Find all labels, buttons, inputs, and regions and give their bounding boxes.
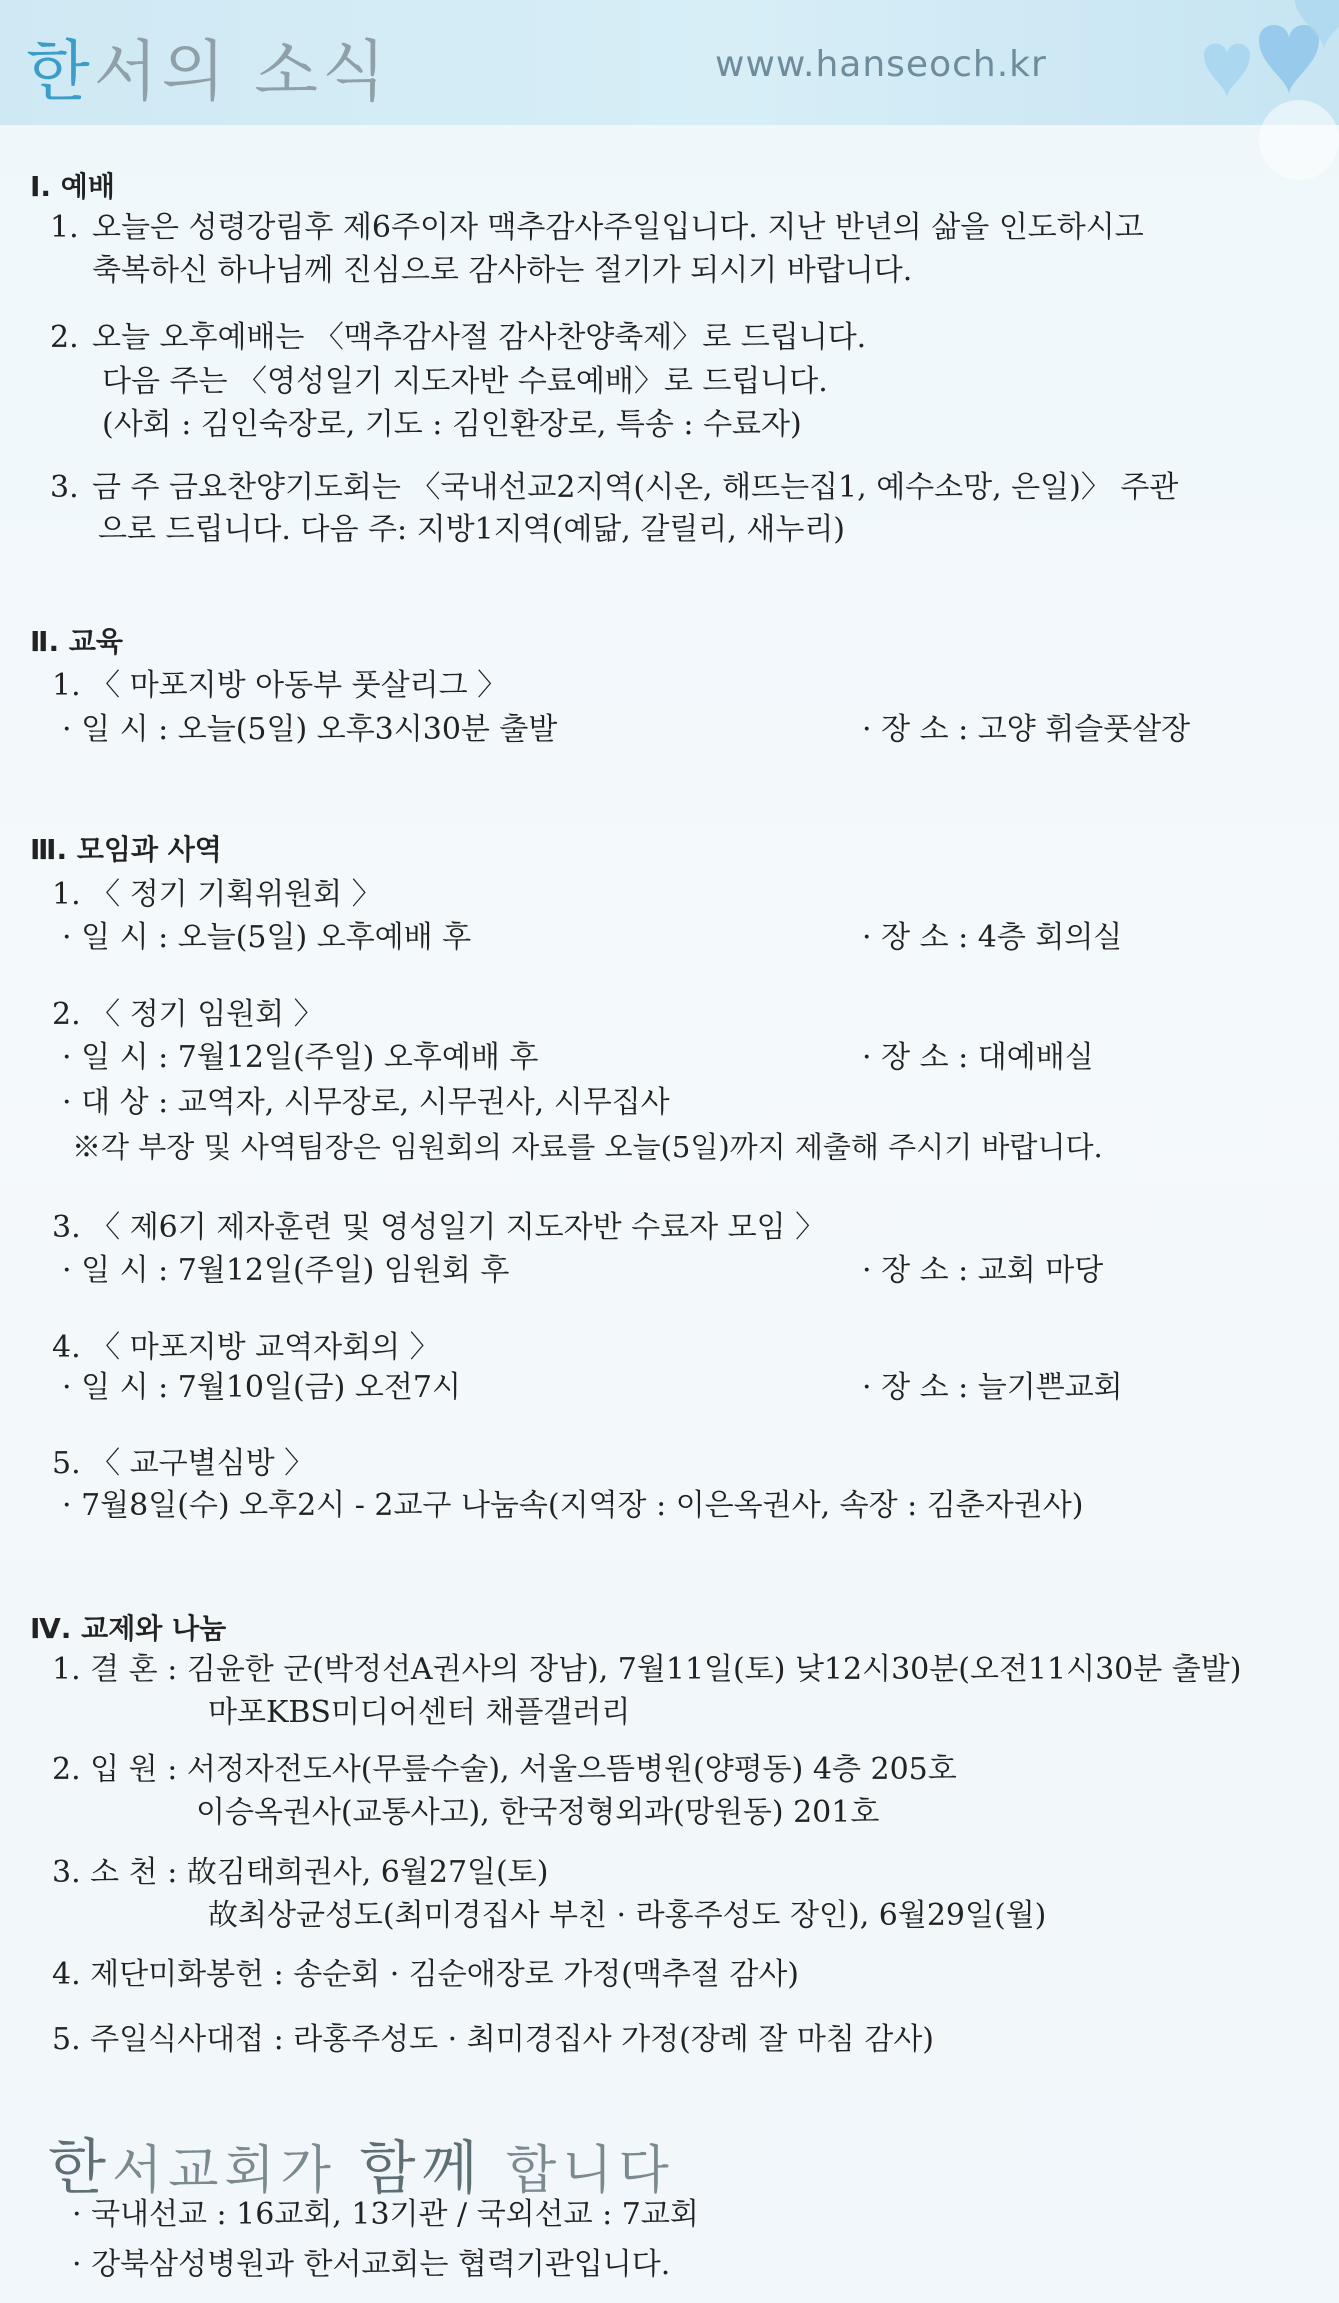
worship-item-2-line-1: 오늘 오후예배는 〈맥추감사절 감사찬양축제〉로 드립니다.	[92, 320, 867, 355]
fellowship-item-2-line-2: 이승옥권사(교통사고), 한국정형외과(망원동) 201호	[196, 1795, 880, 1830]
meeting-item-1-time: · 일 시 : 오늘(5일) 오후예배 후	[62, 920, 472, 955]
hearts-icon	[1109, 0, 1339, 180]
education-item-1-time: · 일 시 : 오늘(5일) 오후3시30분 출발	[62, 712, 558, 747]
fellowship-item-1-line-1: 1. 결 혼 : 김윤한 군(박정선A권사의 장남), 7월11일(토) 낮12시30분(오전11시30분 출발)	[52, 1652, 1242, 1687]
meeting-item-4-heading: 4. 〈 마포지방 교역자회의 〉	[52, 1330, 440, 1365]
meeting-item-5-heading: 5. 〈 교구별심방 〉	[52, 1446, 315, 1481]
fellowship-item-4: 4. 제단미화봉헌 : 송순회 · 김순애장로 가정(맥추절 감사)	[52, 1957, 800, 1992]
footer-title: 한서교회가 함께 합니다	[48, 2133, 675, 2203]
meeting-item-4-place: · 장 소 : 늘기쁜교회	[862, 1370, 1123, 1405]
church-url[interactable]: www.hanseoch.kr	[715, 44, 1047, 85]
education-item-1-place: · 장 소 : 고양 휘슬풋살장	[862, 712, 1191, 747]
education-item-1-heading: 1. 〈 마포지방 아동부 풋살리그 〉	[52, 668, 508, 703]
header-band	[0, 0, 1339, 125]
worship-item-3-line-2: 으로 드립니다. 다음 주: 지방1지역(예닮, 갈릴리, 새누리)	[98, 512, 846, 547]
meeting-item-3-place: · 장 소 : 교회 마당	[862, 1253, 1104, 1288]
section-title-fellowship: Ⅳ. 교제와 나눔	[30, 1612, 227, 1645]
meeting-item-3-heading: 3. 〈 제6기 제자훈련 및 영성일기 지도자반 수료자 모임 〉	[52, 1210, 826, 1245]
item-number: 1.	[50, 210, 79, 245]
section-title-meetings: Ⅲ. 모임과 사역	[30, 833, 222, 866]
worship-item-1-line-1: 오늘은 성령강림후 제6주이자 맥추감사주일입니다. 지난 반년의 삶을 인도하시고	[92, 210, 1144, 245]
worship-item-1-line-2: 축복하신 하나님께 진심으로 감사하는 절기가 되시기 바랍니다.	[92, 253, 913, 288]
meeting-item-1-place: · 장 소 : 4층 회의실	[862, 920, 1123, 955]
page-title: 한서의 소식	[26, 33, 390, 110]
footer-mission-line: · 국내선교 : 16교회, 13기관 / 국외선교 : 7교회	[72, 2197, 699, 2232]
meeting-item-2-target: · 대 상 : 교역자, 시무장로, 시무권사, 시무집사	[62, 1085, 670, 1120]
meeting-item-3-time: · 일 시 : 7월12일(주일) 임원회 후	[62, 1253, 510, 1288]
meeting-item-2-heading: 2. 〈 정기 임원회 〉	[52, 997, 324, 1032]
worship-item-2-line-3: (사회 : 김인숙장로, 기도 : 김인환장로, 특송 : 수료자)	[102, 407, 802, 442]
worship-item-2-line-2: 다음 주는 〈영성일기 지도자반 수료예배〉로 드립니다.	[102, 364, 828, 399]
meeting-item-2-note: ※각 부장 및 사역팀장은 임원회의 자료를 오늘(5일)까지 제출해 주시기 바랍니다.	[72, 1130, 1103, 1164]
meeting-item-2-time: · 일 시 : 7월12일(주일) 오후예배 후	[62, 1040, 539, 1075]
fellowship-item-2-line-1: 2. 입 원 : 서정자전도사(무릎수술), 서울으뜸병원(양평동) 4층 205호	[52, 1752, 957, 1787]
fellowship-item-1-line-2: 마포KBS미디어센터 채플갤러리	[208, 1695, 631, 1730]
section-title-education: Ⅱ. 교육	[30, 625, 123, 658]
meeting-item-5-time: · 7월8일(수) 오후2시 - 2교구 나눔속(지역장 : 이은옥권사, 속장 : 김춘자권사)	[62, 1488, 1084, 1523]
meeting-item-1-heading: 1. 〈 정기 기획위원회 〉	[52, 877, 382, 912]
fellowship-item-3-line-1: 3. 소 천 : 故김태희권사, 6월27일(토)	[52, 1855, 549, 1890]
section-title-worship: Ⅰ. 예배	[30, 170, 115, 203]
item-number: 2.	[50, 320, 79, 355]
meeting-item-2-place: · 장 소 : 대예배실	[862, 1040, 1094, 1075]
item-number: 3.	[50, 470, 79, 505]
meeting-item-4-time: · 일 시 : 7월10일(금) 오전7시	[62, 1370, 461, 1405]
fellowship-item-3-line-2: 故최상균성도(최미경집사 부친 · 라홍주성도 장인), 6월29일(월)	[208, 1898, 1047, 1933]
fellowship-item-5: 5. 주일식사대접 : 라홍주성도 · 최미경집사 가정(장례 잘 마침 감사)	[52, 2022, 934, 2057]
worship-item-3-line-1: 금 주 금요찬양기도회는 〈국내선교2지역(시온, 해뜨는집1, 예수소망, 은일)〉 주관	[92, 470, 1179, 505]
footer-partner-line: · 강북삼성병원과 한서교회는 협력기관입니다.	[72, 2247, 671, 2282]
